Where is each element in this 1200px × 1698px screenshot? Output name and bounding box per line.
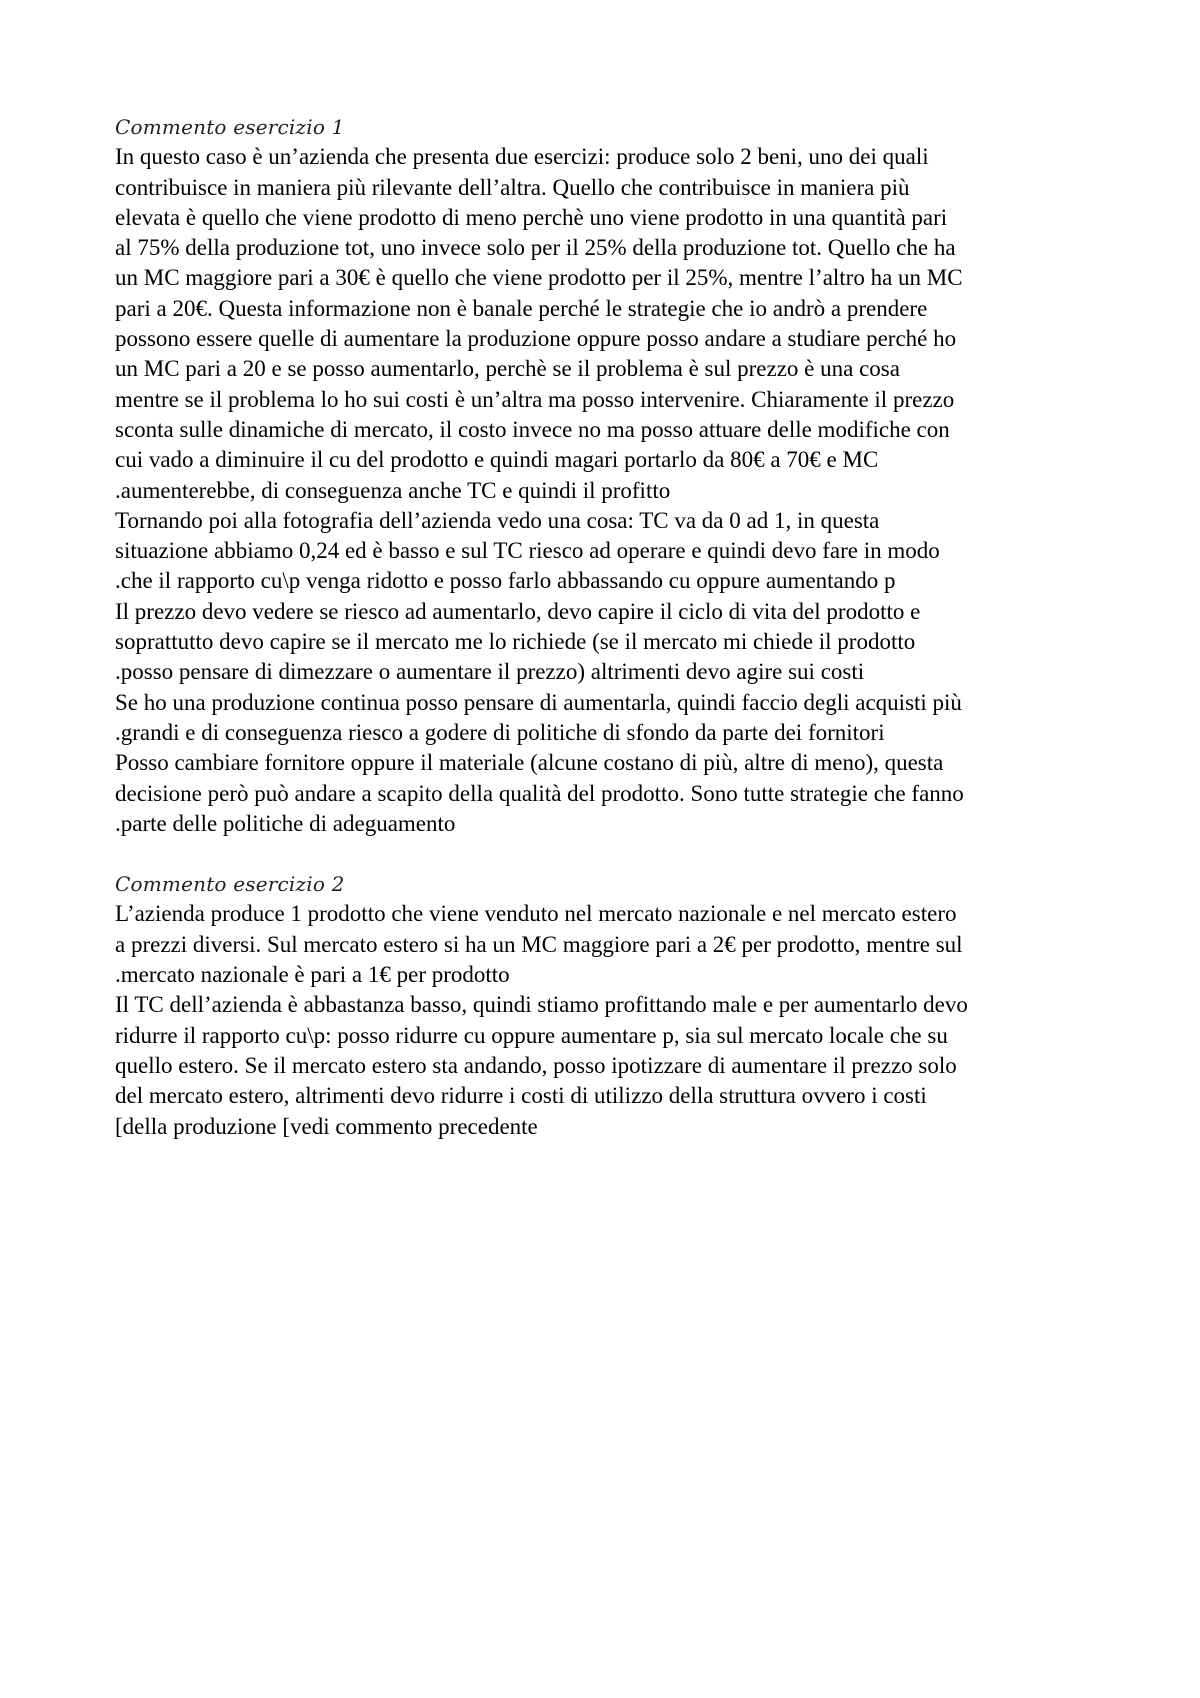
text-line: Il TC dell’azienda è abbastanza basso, quindi stiamo profittando male e per aumentarlo devo [115, 992, 968, 1018]
text-line: .posso pensare di dimezzare o aumentare il prezzo) altrimenti devo agire sui costi [115, 659, 865, 685]
text-line: decisione però può andare a scapito della qualità del prodotto. Sono tutte strategie che fanno [115, 780, 964, 806]
text-line: Posso cambiare fornitore oppure il materiale (alcune costano di più, altre di meno), questa [115, 750, 944, 776]
section-title: Commento esercizio 2 [115, 872, 345, 897]
document-page [115, 112, 1115, 1142]
text-line: L’azienda produce 1 prodotto che viene venduto nel mercato nazionale e nel mercato estero [115, 901, 957, 927]
text-line: del mercato estero, altrimenti devo ridurre i costi di utilizzo della struttura ovvero i costi [115, 1083, 927, 1109]
text-line: Se ho una produzione continua posso pensare di aumentarla, quindi faccio degli acquisti più [115, 689, 962, 715]
text-line: quello estero. Se il mercato estero sta andando, posso ipotizzare di aumentare il prezzo solo [115, 1052, 957, 1078]
text-line: cui vado a diminuire il cu del prodotto e quindi magari portarlo da 80€ a 70€ e MC [115, 447, 879, 473]
section-gap [115, 839, 1115, 869]
section-2 [115, 869, 1115, 1142]
text-line: .mercato nazionale è pari a 1€ per prodotto [115, 962, 510, 988]
text-line: pari a 20€. Questa informazione non è banale perché le strategie che io andrò a prendere [115, 295, 928, 321]
text-line: a prezzi diversi. Sul mercato estero si ha un MC maggiore pari a 2€ per prodotto, mentre sul [115, 931, 963, 957]
text-line: .parte delle politiche di adeguamento [115, 810, 456, 836]
section-1 [115, 112, 1115, 839]
section-body [115, 899, 1115, 1141]
section-title: Commento esercizio 1 [115, 115, 345, 139]
section-body [115, 142, 1115, 839]
text-line: situazione abbiamo 0,24 ed è basso e sul TC riesco ad operare e quindi devo fare in modo [115, 538, 940, 564]
text-line: .grandi e di conseguenza riesco a godere di politiche di sfondo da parte dei fornitori [115, 719, 885, 745]
text-line: ridurre il rapporto cu\p: posso ridurre cu oppure aumentare p, sia sul mercato locale che su [115, 1022, 948, 1048]
text-line: contribuisce in maniera più rilevante dell’altra. Quello che contribuisce in maniera più [115, 174, 910, 200]
text-line: In questo caso è un’azienda che presenta due esercizi: produce solo 2 beni, uno dei quali [115, 144, 929, 170]
text-line: Tornando poi alla fotografia dell’azienda vedo una cosa: TC va da 0 ad 1, in questa [115, 507, 880, 533]
text-line: Il prezzo devo vedere se riesco ad aumentarlo, devo capire il ciclo di vita del prodotto e [115, 598, 921, 624]
text-line: un MC maggiore pari a 30€ è quello che viene prodotto per il 25%, mentre l’altro ha un MC [115, 265, 963, 291]
text-line: [della produzione [vedi commento precedente [115, 1113, 538, 1139]
text-line: mentre se il problema lo ho sui costi è un’altra ma posso intervenire. Chiaramente il prezzo [115, 386, 955, 412]
text-line: .aumenterebbe, di conseguenza anche TC e quindi il profitto [115, 477, 671, 503]
text-line: soprattutto devo capire se il mercato me lo richiede (se il mercato mi chiede il prodotto [115, 629, 916, 655]
text-line: possono essere quelle di aumentare la produzione oppure posso andare a studiare perché ho [115, 326, 957, 352]
text-line: un MC pari a 20 e se posso aumentarlo, perchè se il problema è sul prezzo è una cosa [115, 356, 900, 382]
text-line: sconta sulle dinamiche di mercato, il costo invece no ma posso attuare delle modifiche con [115, 416, 950, 442]
text-line: .che il rapporto cu\p venga ridotto e posso farlo abbassando cu oppure aumentando p [115, 568, 896, 594]
text-line: elevata è quello che viene prodotto di meno perchè uno viene prodotto in una quantità pari [115, 204, 948, 230]
text-line: al 75% della produzione tot, uno invece solo per il 25% della produzione tot. Quello che ha [115, 235, 956, 261]
